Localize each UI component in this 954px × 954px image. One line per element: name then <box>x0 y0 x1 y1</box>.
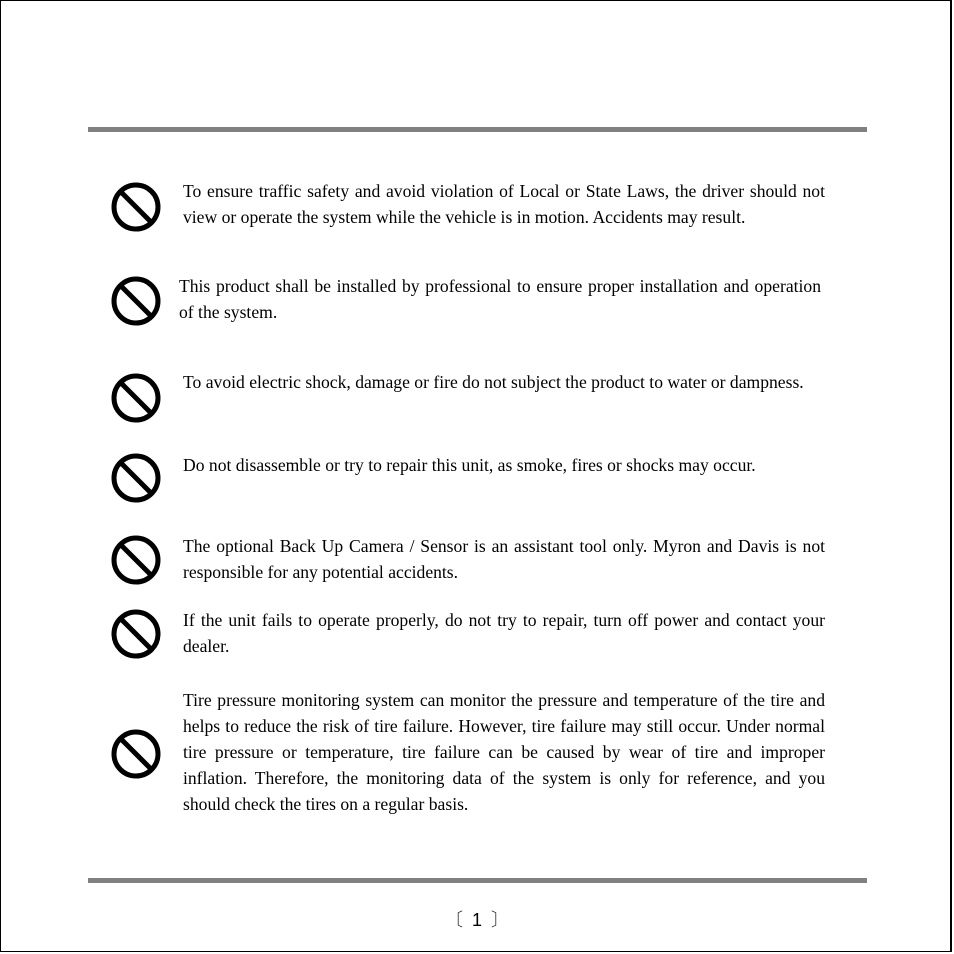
warning-text-3: To avoid electric shock, damage or fire do not subject the product to water or dampness. <box>183 372 804 392</box>
page-number: 〔 1 〕 <box>444 910 511 930</box>
warning-text-5: The optional Back Up Camera / Sensor is an assistant tool only. Myron and Davis is not responsible for any potential accidents. <box>183 536 825 582</box>
warning-text-4: Do not disassemble or try to repair this unit, as smoke, fires or shocks may occur. <box>183 455 756 475</box>
prohibition-icon <box>110 608 162 660</box>
prohibition-icon <box>110 534 162 586</box>
warning-text-1: To ensure traffic safety and avoid violation of Local or State Laws, the driver should not view or operate the system while the vehicle is in motion. Accidents may result. <box>183 181 825 227</box>
warning-text-7: Tire pressure monitoring system can monitor the pressure and temperature of the tire and helps to reduce the risk of tire failure. However, tire failure may still occur. Under normal tire pressure or temperature, tire failure can be caused by wear of tire and improper inflation. Therefore, the monitoring data of the system is only for reference, and you should check the tires on a regular basis. <box>183 690 825 814</box>
warning-text-6: If the unit fails to operate properly, do not try to repair, turn off power and contact your dealer. <box>183 610 825 656</box>
warning-text-2: This product shall be installed by professional to ensure proper installation and operation of the system. <box>179 276 821 322</box>
prohibition-icon <box>110 728 162 780</box>
prohibition-icon <box>110 275 162 327</box>
bottom-divider <box>88 878 867 883</box>
prohibition-icon <box>110 181 162 233</box>
prohibition-icon <box>110 372 162 424</box>
top-divider <box>88 127 867 132</box>
prohibition-icon <box>110 452 162 504</box>
